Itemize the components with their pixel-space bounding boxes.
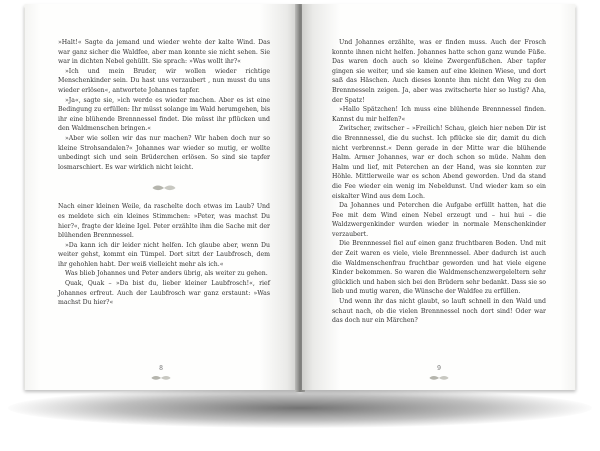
leaf-sprig-icon — [429, 374, 449, 382]
paragraph: »Hallo Spätzchen! Ich muss eine blühende Brennnessel finden. Kannst du mir helfen?« — [332, 106, 546, 123]
paragraph: Nach einer kleinen Weile, da raschelte doch etwas im Laub? Und es meldete sich ein kleines Stimmchen: »Peter, was machst Du hier?«, fragte der kleine Igel. Peter erzählte ihm die Sache mit der blühenden Brennnessel. — [58, 203, 270, 240]
page-number: 8 — [159, 365, 163, 372]
leaf-sprig-icon — [152, 184, 176, 192]
paragraph: »Halt!« Sagte da jemand und wieder wehte der kalte Wind. Das war ganz sicher die Waldfee, aber man konnte sie nicht sehen. Sie war in dichten Nebel gehüllt. Sie sprach: »Was wollt ihr?« — [58, 39, 270, 66]
right-page — [302, 4, 576, 390]
paragraph: »Ja«, sagte sie, »ich werde es wieder machen. Aber es ist eine Bedingung zu erfüllen: Ihr müsst solange im Wald herumgehen, bis ihr eine blühende Brennnessel findet. Die müsst ihr pflücken und den Waldmenschen bringen.« — [58, 96, 270, 133]
page-number: 9 — [437, 365, 441, 372]
paragraph: Was blieb Johannes und Peter anders übrig, als weiter zu gehen. — [65, 270, 268, 278]
right-page-text — [332, 38, 546, 326]
open-book — [24, 4, 576, 394]
left-page — [24, 4, 298, 390]
paragraph: »Aber wie sollen wir das nur machen? Wir haben doch nur so kleine Strohsandalen?« Johannes war wieder so mutig, er wollte unbedingt sich und sein Brüderchen erlösen. So sind sie tapfer losmarschiert. Es war wirklich nicht leicht. — [58, 134, 270, 171]
right-page-edge — [575, 7, 576, 390]
left-page-text — [58, 38, 270, 308]
left-page-edge — [24, 7, 25, 390]
book-shadow — [8, 388, 592, 428]
paragraph: Quak, Quak – »Da bist du, lieber kleiner Laubfrosch!«, rief Johannes erfreut. Auch der Laubfrosch war ganz erstaunt: »Was machst Du hier?« — [58, 280, 270, 307]
paragraph: Und Johannes erzählte, was er finden muss. Auch der Frosch konnte ihnen nicht helfen. Johannes hatte schon ganz wunde Füße. Das waren doch auch so kleine Zwergenfüßchen. Aber tapfer gingen sie weiter, und sie kamen auf eine kleinen Wiese, und dort saß das Häschen. Auch dieses konnte ihm nicht den Weg zu den Brennnesseln zeigen. Ja, aber was zwitscherte hier so lustig? Aha, der Spatz! — [332, 39, 546, 104]
paragraph: »Da kann ich dir leider nicht helfen. Ich glaube aber, wenn Du weiter gehst, kommt ein Tümpel. Dort sitzt der Laubfrosch, dem ihr gehohlen habt. Der weiß vielleicht mehr als ich.« — [58, 241, 270, 268]
paragraph: Da Johannes und Peterchen die Aufgabe erfüllt hatten, hat die Fee mit dem Wind einen Nebel erzeugt und – hui hui – die Waldzwergenkinder wurden wieder in normale Menschenkinder verzaubert. — [332, 202, 546, 238]
leaf-sprig-icon — [151, 374, 171, 382]
paragraph: Die Brennnessel fiel auf einen ganz fruchtbaren Boden. Und mit der Zeit waren es viele, viele Brennnessel. Aber dadurch ist auch die Waldmenschenfrau fruchtbar geworden und hat viele eigene Kinder bekommen. So waren die Waldmenschenzwergeleltern sehr glücklich und haben sich bei den Brüdern sehr bedankt. Dass sie so lieb und mutig waren, die Wünsche der Waldfee zu erfüllen. — [332, 240, 546, 296]
paragraph: »Ich und mein Bruder, wir wollen wieder richtige Menschenkinder sein. Du hast uns verzaubert , nun musst du uns wieder erlösen«, antwortete Johannes tapfer. — [58, 67, 270, 94]
paragraph: Zwitscher, zwitscher – »Freilich! Schau, gleich hier neben Dir ist die Brennnessel, die du suchst. Ich pflücke sie dir, damit du dich nicht verbrennst.« Denn gerade in der Mitte war die blühende Halm. Armer Johannes, war er doch schon so müde. Nahm den Halm und lief, mit Peterchen an der Hand, was sie konnten zur Höhle. Mittlerweile war es schon Abend geworden. Und da stand die Fee wieder ein wenig im Nebeldunst. Und wieder kam so ein eiskalter Wind aus dem Loch. — [332, 125, 546, 200]
paragraph: Und wenn ihr das nicht glaubt, so lauft schnell in den Wald und schaut nach, ob die vielen Brennnessel noch dort sind! Oder war das doch nur ein Märchen? — [332, 298, 546, 325]
